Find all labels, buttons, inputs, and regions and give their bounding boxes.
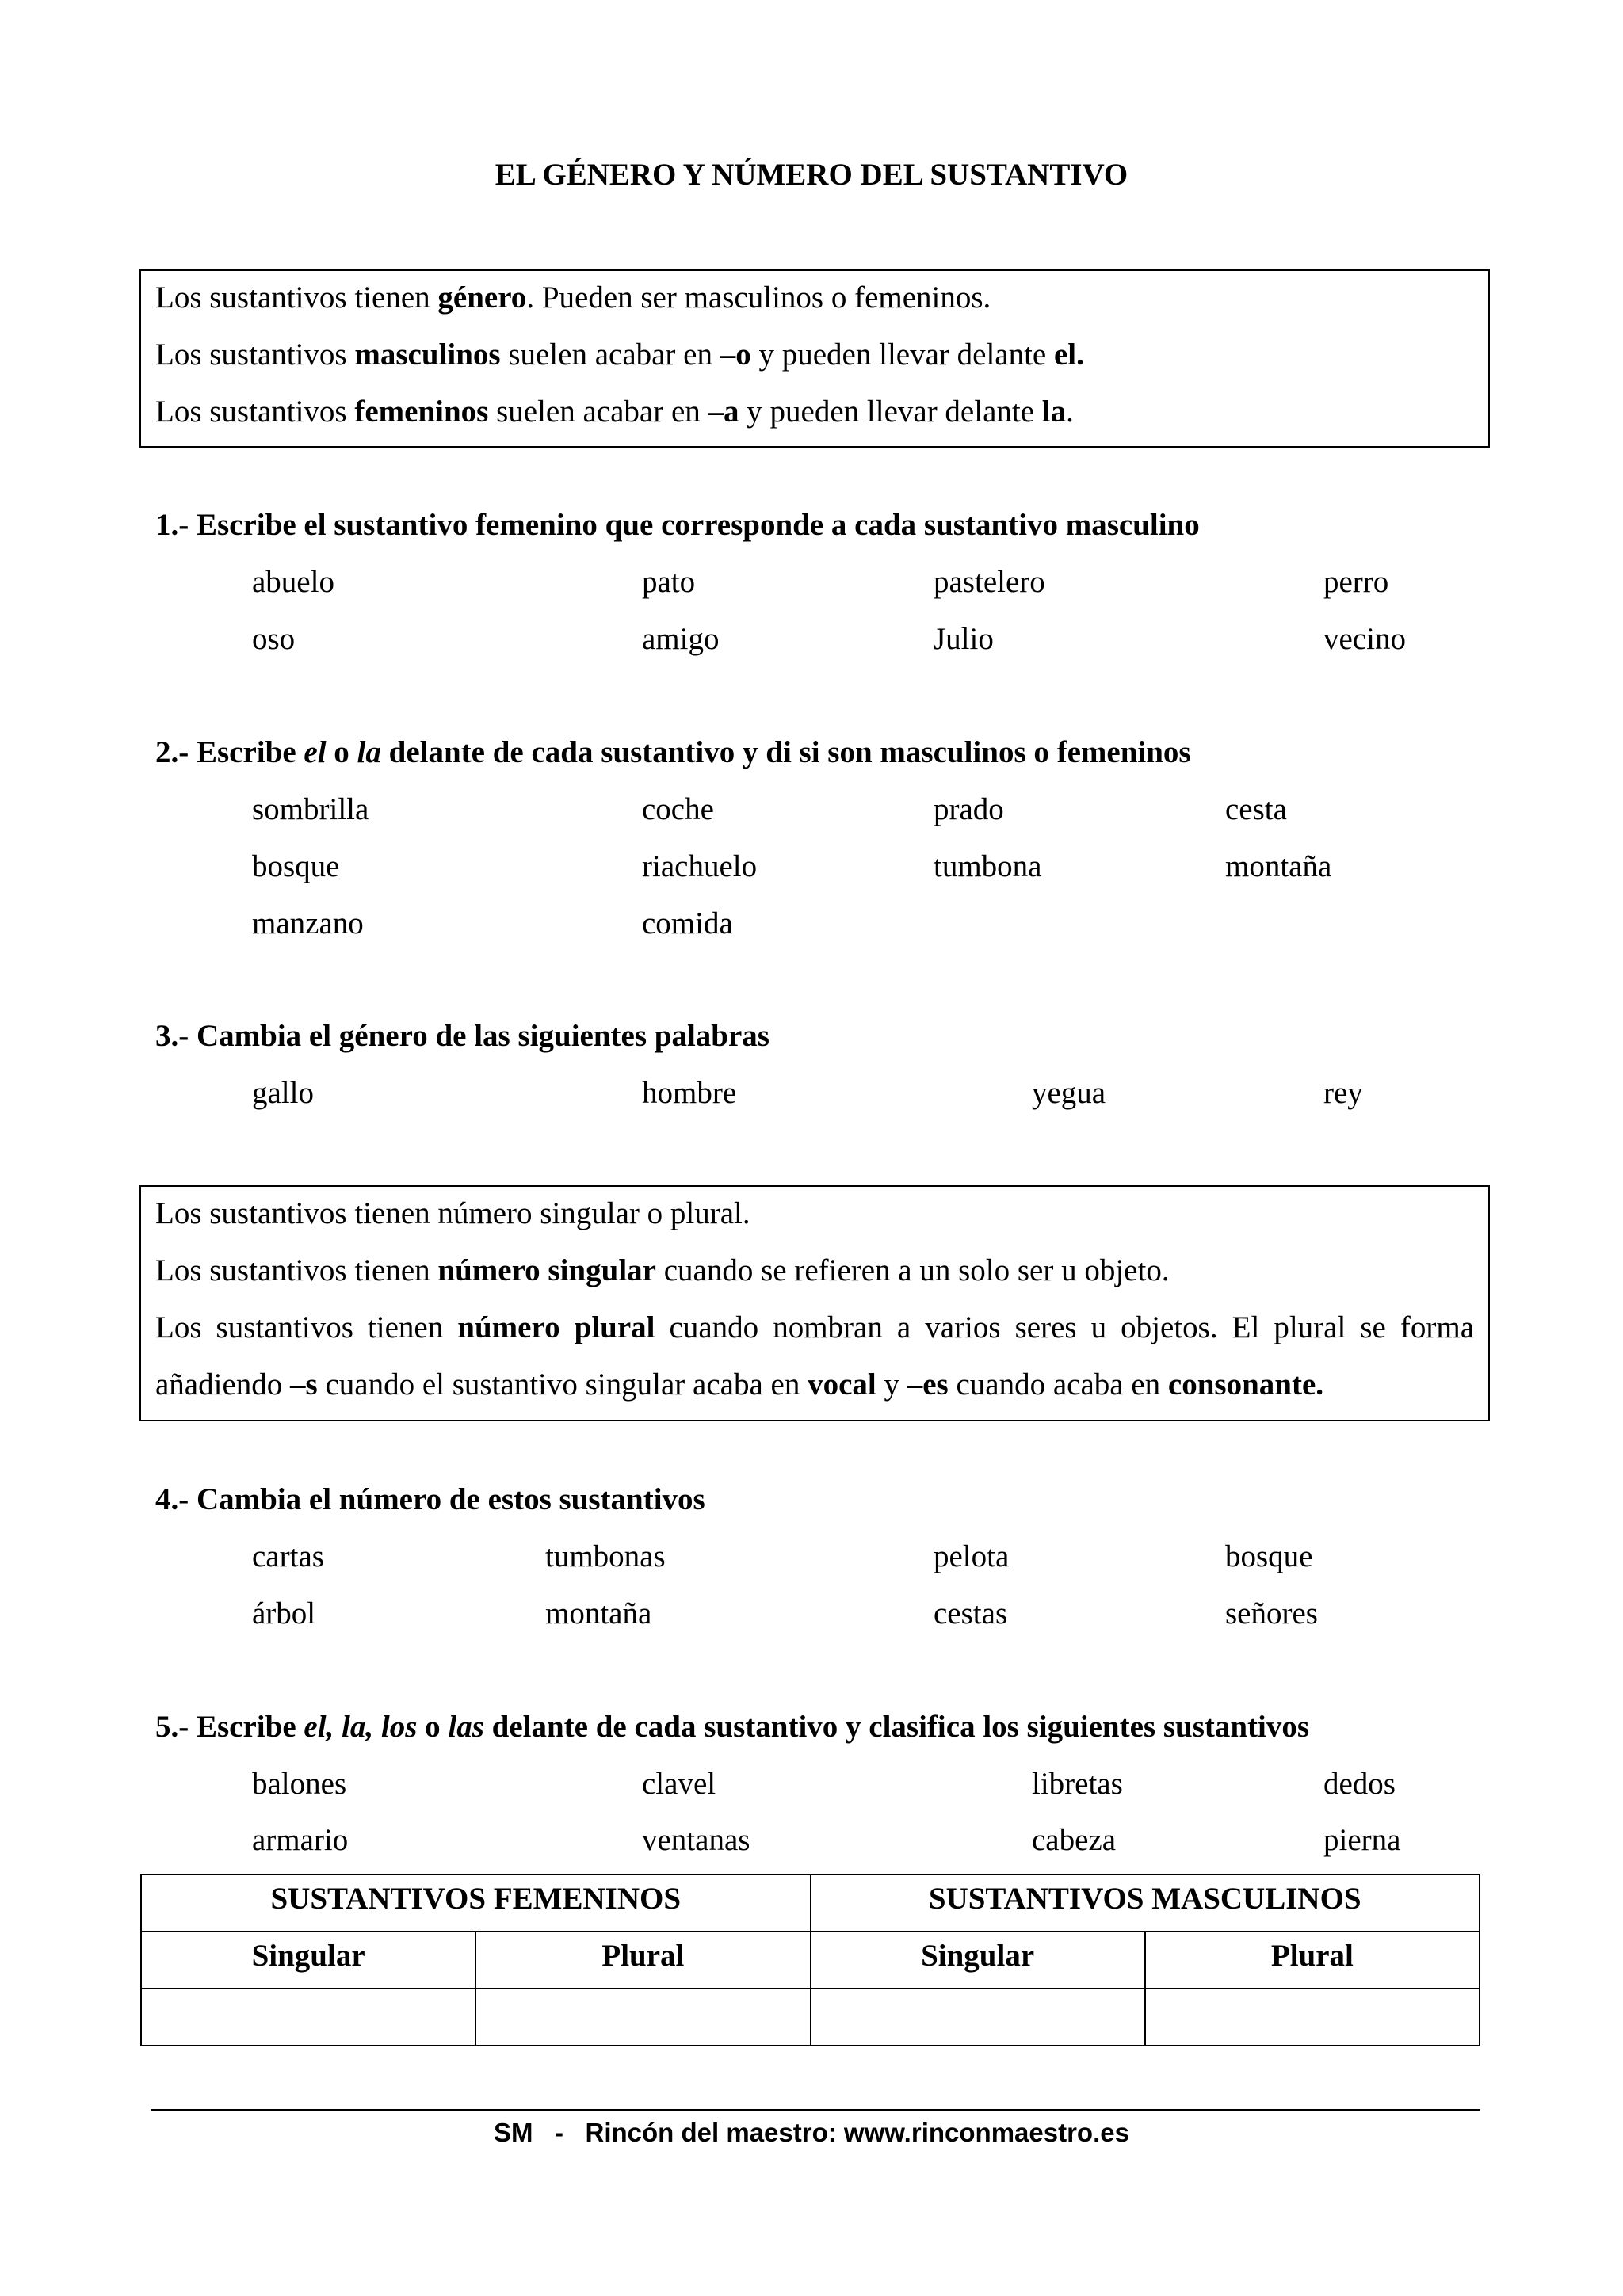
footer-divider — [151, 2109, 1480, 2111]
text-run: o — [326, 735, 357, 769]
exercise-2-heading — [155, 733, 1191, 772]
word: comida — [642, 906, 733, 940]
info-line — [155, 328, 1474, 385]
text-run: Los sustantivos — [155, 395, 355, 429]
word: clavel — [642, 1767, 716, 1801]
table-group-header: SUSTANTIVOS FEMENINOS — [141, 1875, 811, 1932]
word: manzano — [252, 906, 364, 940]
word: libretas — [1032, 1767, 1123, 1801]
table-sub-header: Plural — [475, 1932, 810, 1989]
text-run: cuando acaba en — [948, 1367, 1168, 1402]
text-run: –o — [720, 338, 751, 372]
word: pelota — [934, 1539, 1010, 1573]
word: montaña — [1225, 849, 1332, 883]
text-run: el. — [1053, 338, 1084, 372]
word: cesta — [1225, 792, 1287, 826]
word: Julio — [934, 622, 994, 656]
word: cabeza — [1032, 1823, 1117, 1857]
text-run: el, la, los — [304, 1710, 418, 1744]
word: ventanas — [642, 1823, 750, 1857]
text-run: añadiendo — [155, 1367, 291, 1402]
text-run: –s — [290, 1367, 318, 1402]
text-run: –es — [907, 1367, 949, 1402]
word: balones — [252, 1767, 347, 1801]
text-run: cuando se refieren a un solo ser u objeto. — [655, 1253, 1170, 1287]
text-run: Los sustantivos tienen — [155, 1310, 458, 1344]
word: sombrilla — [252, 792, 369, 826]
footer-credit: SM - Rincón del maestro: www.rinconmaestro.es — [494, 2118, 1129, 2147]
word: bosque — [1225, 1539, 1313, 1573]
table-sub-header: Plural — [1145, 1932, 1480, 1989]
number-info-box — [139, 1185, 1490, 1421]
word: vecino — [1323, 622, 1406, 656]
text-run: 2.- Escribe — [155, 735, 304, 769]
text-run: vocal — [808, 1367, 876, 1402]
word: amigo — [642, 622, 720, 656]
text-run: y pueden llevar delante — [750, 338, 1054, 372]
text-run: delante de cada sustantivo y clasifica los siguientes sustantivos — [483, 1710, 1310, 1744]
word: hombre — [642, 1076, 737, 1110]
word: gallo — [252, 1076, 314, 1110]
word: armario — [252, 1823, 349, 1857]
info-line — [155, 1244, 1474, 1301]
word: pierna — [1323, 1823, 1401, 1857]
text-run: la — [357, 735, 381, 769]
word: señores — [1225, 1596, 1318, 1630]
word: tumbona — [934, 849, 1042, 883]
text-run: la — [1041, 395, 1067, 429]
answer-cell[interactable] — [475, 1989, 810, 2046]
word: bosque — [252, 849, 340, 883]
text-run: las — [448, 1710, 484, 1744]
text-run: consonante. — [1167, 1367, 1324, 1402]
gender-info-box — [139, 269, 1490, 448]
text-run: o — [417, 1710, 449, 1744]
word: cartas — [252, 1539, 324, 1573]
table-sub-header: Singular — [141, 1932, 475, 1989]
word: pato — [642, 565, 696, 599]
text-run: masculinos — [354, 338, 501, 372]
word: árbol — [252, 1596, 316, 1630]
info-line — [155, 1187, 1474, 1244]
word: coche — [642, 792, 714, 826]
word: pastelero — [934, 565, 1045, 599]
text-run: . Pueden ser masculinos o femeninos. — [526, 280, 991, 315]
text-run: . — [1066, 395, 1074, 429]
answer-cell[interactable] — [811, 1989, 1145, 2046]
text-run: Los sustantivos — [155, 338, 355, 372]
text-run: 1.- Escribe el sustantivo femenino que corresponde a cada sustantivo masculino — [155, 508, 1200, 542]
exercise-4-heading — [155, 1480, 705, 1520]
word: prado — [934, 792, 1004, 826]
info-line — [155, 271, 1474, 328]
text-run: Los sustantivos tienen — [155, 280, 438, 315]
text-run: Los sustantivos tienen número singular o plural. — [155, 1196, 750, 1230]
text-run: 5.- Escribe — [155, 1710, 304, 1744]
word: abuelo — [252, 565, 334, 599]
text-run: y — [876, 1367, 907, 1402]
table-group-header: SUSTANTIVOS MASCULINOS — [811, 1875, 1480, 1932]
text-run: suelen acabar en — [500, 338, 720, 372]
info-line — [155, 385, 1474, 442]
word: rey — [1323, 1076, 1363, 1110]
text-run: delante de cada sustantivo y di si son masculinos o femeninos — [380, 735, 1191, 769]
page-title: EL GÉNERO Y NÚMERO DEL SUSTANTIVO — [495, 158, 1128, 192]
answer-cell[interactable] — [1145, 1989, 1480, 2046]
text-run: y pueden llevar delante — [739, 395, 1042, 429]
exercise-3-heading — [155, 1016, 769, 1056]
word: dedos — [1323, 1767, 1396, 1801]
word: montaña — [545, 1596, 652, 1630]
text-run: género — [437, 280, 527, 315]
text-run: 4.- Cambia el número de estos sustantivos — [155, 1482, 705, 1516]
text-run: –a — [708, 395, 739, 429]
text-run: Los sustantivos tienen — [155, 1253, 438, 1287]
exercise-1-heading — [155, 505, 1200, 545]
text-run: cuando nombran a varios seres u objetos. El plural se forma — [655, 1310, 1475, 1344]
info-line — [155, 1358, 1474, 1415]
answer-cell[interactable] — [141, 1989, 475, 2046]
classification-table — [140, 1874, 1480, 2046]
text-run: número plural — [457, 1310, 655, 1344]
word: oso — [252, 622, 296, 656]
word: riachuelo — [642, 849, 758, 883]
text-run: suelen acabar en — [488, 395, 708, 429]
word: yegua — [1032, 1076, 1106, 1110]
text-run: número singular — [437, 1253, 656, 1287]
word: perro — [1323, 565, 1389, 599]
word: cestas — [934, 1596, 1008, 1630]
text-run: cuando el sustantivo singular acaba en — [317, 1367, 808, 1402]
text-run: el — [304, 735, 327, 769]
text-run: femeninos — [354, 395, 489, 429]
text-run: 3.- Cambia el género de las siguientes palabras — [155, 1019, 769, 1053]
table-sub-header: Singular — [811, 1932, 1145, 1989]
info-line — [155, 1301, 1474, 1358]
word: tumbonas — [545, 1539, 666, 1573]
exercise-5-heading — [155, 1707, 1309, 1747]
